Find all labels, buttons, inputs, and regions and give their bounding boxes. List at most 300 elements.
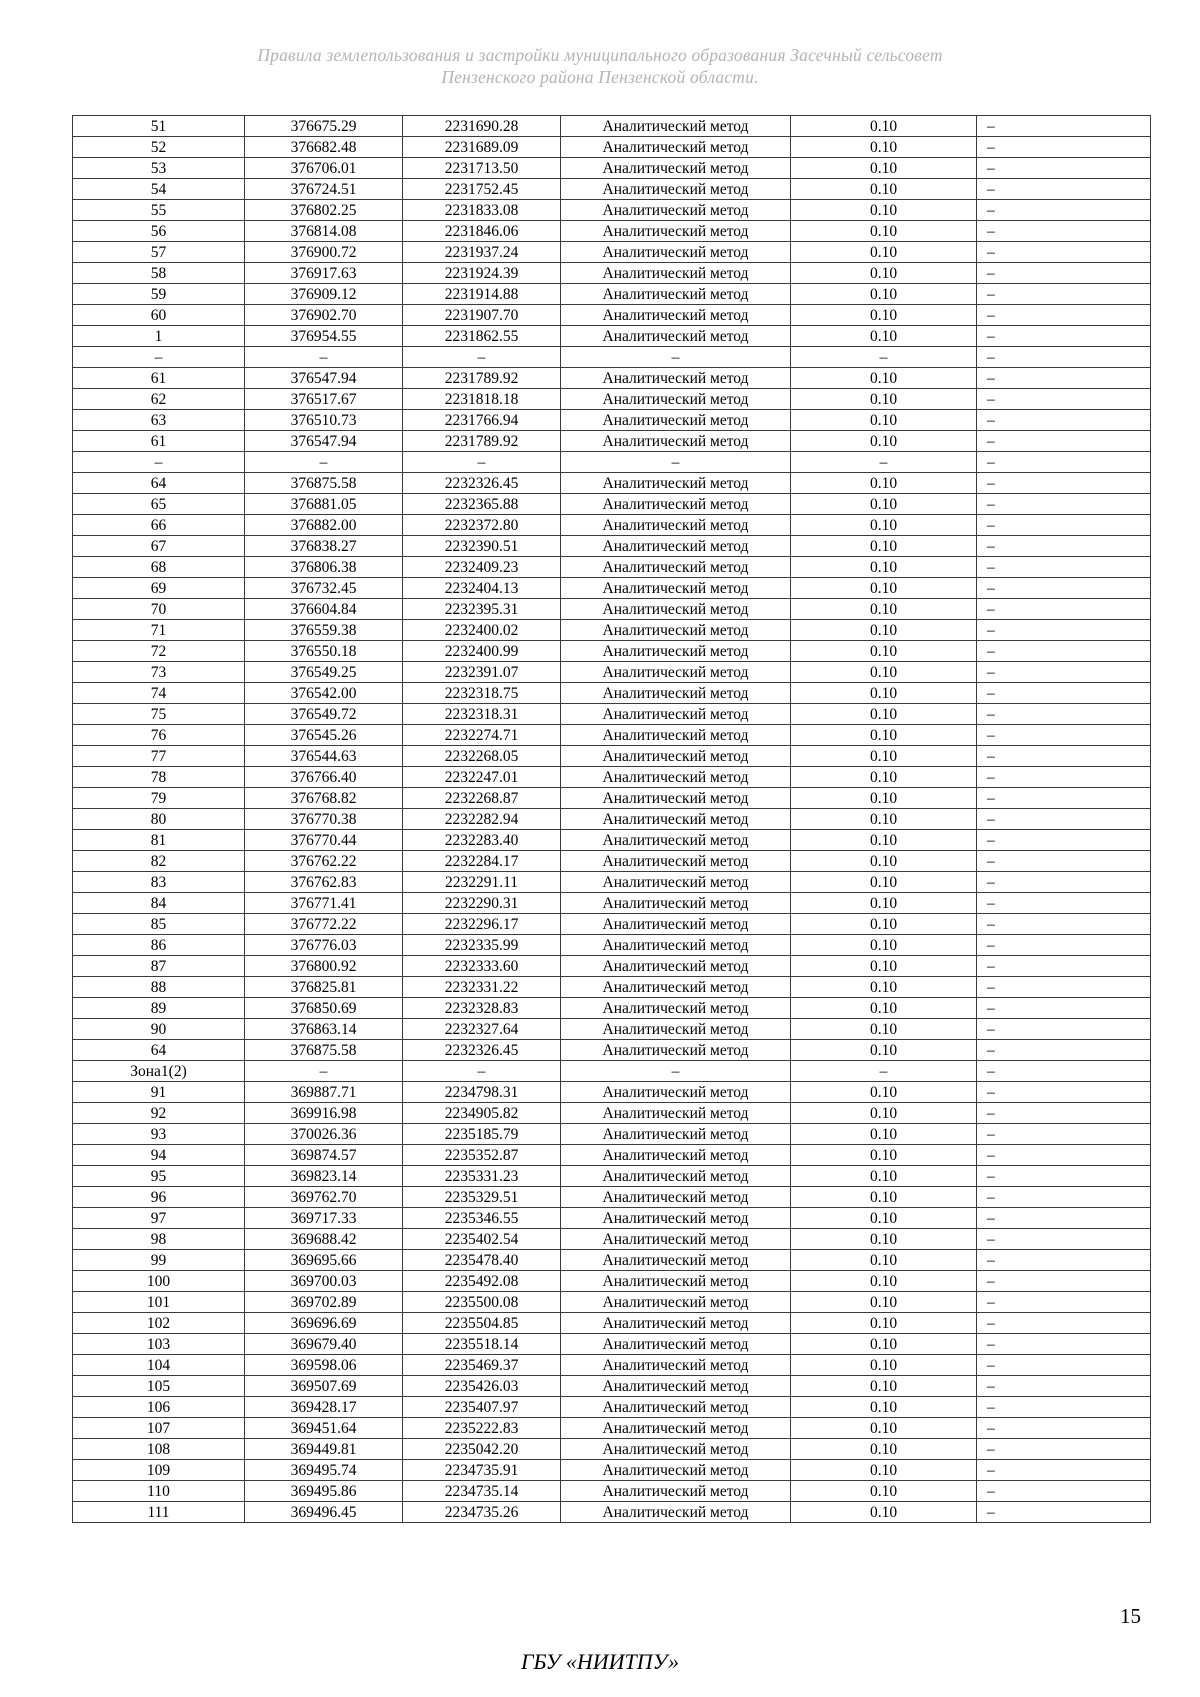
cell-method: Аналитический метод — [561, 767, 791, 788]
cell-accuracy: 0.10 — [791, 956, 977, 977]
cell-y-coordinate: 2235504.85 — [403, 1313, 561, 1334]
cell-method: Аналитический метод — [561, 725, 791, 746]
table-row — [73, 893, 1151, 914]
cell-accuracy: 0.10 — [791, 767, 977, 788]
cell-y-coordinate: 2235518.14 — [403, 1334, 561, 1355]
cell-method: Аналитический метод — [561, 389, 791, 410]
table-row — [73, 1481, 1151, 1502]
cell-accuracy: 0.10 — [791, 1166, 977, 1187]
cell-accuracy: 0.10 — [791, 935, 977, 956]
cell-note: – — [977, 326, 1151, 347]
cell-method: Аналитический метод — [561, 494, 791, 515]
table-row — [73, 158, 1151, 179]
cell-method: Аналитический метод — [561, 914, 791, 935]
cell-accuracy: 0.10 — [791, 1229, 977, 1250]
cell-accuracy: 0.10 — [791, 1313, 977, 1334]
cell-method: Аналитический метод — [561, 1439, 791, 1460]
cell-y-coordinate: 2232395.31 — [403, 599, 561, 620]
cell-y-coordinate: 2232328.83 — [403, 998, 561, 1019]
table-row — [73, 431, 1151, 452]
cell-note: – — [977, 452, 1151, 473]
cell-method: Аналитический метод — [561, 1313, 791, 1334]
cell-x-coordinate: 376547.94 — [245, 368, 403, 389]
table-row — [73, 137, 1151, 158]
cell-note: – — [977, 1397, 1151, 1418]
cell-note: – — [977, 515, 1151, 536]
table-row — [73, 494, 1151, 515]
cell-method: Аналитический метод — [561, 998, 791, 1019]
table-row — [73, 1124, 1151, 1145]
cell-method: Аналитический метод — [561, 935, 791, 956]
cell-y-coordinate: 2231846.06 — [403, 221, 561, 242]
cell-accuracy: 0.10 — [791, 158, 977, 179]
table-row — [73, 620, 1151, 641]
cell-point-number: 105 — [73, 1376, 245, 1397]
table-row — [73, 914, 1151, 935]
cell-x-coordinate: 376768.82 — [245, 788, 403, 809]
cell-x-coordinate: 376549.25 — [245, 662, 403, 683]
cell-y-coordinate: 2231924.39 — [403, 263, 561, 284]
cell-method: – — [561, 1061, 791, 1082]
cell-accuracy: 0.10 — [791, 1187, 977, 1208]
cell-method: Аналитический метод — [561, 1124, 791, 1145]
table-row — [73, 830, 1151, 851]
cell-note: – — [977, 683, 1151, 704]
cell-x-coordinate: 376762.83 — [245, 872, 403, 893]
cell-note: – — [977, 473, 1151, 494]
cell-y-coordinate: 2232331.22 — [403, 977, 561, 998]
cell-x-coordinate: 376825.81 — [245, 977, 403, 998]
table-row — [73, 515, 1151, 536]
cell-x-coordinate: 376802.25 — [245, 200, 403, 221]
cell-note: – — [977, 662, 1151, 683]
cell-x-coordinate: – — [245, 347, 403, 368]
cell-accuracy: 0.10 — [791, 1376, 977, 1397]
cell-y-coordinate: 2232391.07 — [403, 662, 561, 683]
cell-point-number: 99 — [73, 1250, 245, 1271]
cell-note: – — [977, 116, 1151, 137]
cell-method: Аналитический метод — [561, 1082, 791, 1103]
cell-y-coordinate: 2234735.91 — [403, 1460, 561, 1481]
cell-accuracy: 0.10 — [791, 641, 977, 662]
cell-x-coordinate: 369495.74 — [245, 1460, 403, 1481]
header-line-1: Правила землепользования и застройки муниципального образования Засечный сельсовет — [257, 45, 943, 65]
table-row — [73, 599, 1151, 620]
cell-x-coordinate: 376770.44 — [245, 830, 403, 851]
cell-x-coordinate: 376771.41 — [245, 893, 403, 914]
cell-accuracy: 0.10 — [791, 1145, 977, 1166]
cell-x-coordinate: 376762.22 — [245, 851, 403, 872]
cell-accuracy: 0.10 — [791, 893, 977, 914]
cell-x-coordinate: 369679.40 — [245, 1334, 403, 1355]
cell-method: Аналитический метод — [561, 641, 791, 662]
header-line-2: Пензенского района Пензенской области. — [441, 67, 759, 87]
cell-y-coordinate: 2232400.02 — [403, 620, 561, 641]
cell-x-coordinate: 369700.03 — [245, 1271, 403, 1292]
cell-method: Аналитический метод — [561, 326, 791, 347]
cell-y-coordinate: 2232390.51 — [403, 536, 561, 557]
cell-note: – — [977, 578, 1151, 599]
table-row — [73, 305, 1151, 326]
table-row — [73, 1418, 1151, 1439]
cell-point-number: 51 — [73, 116, 245, 137]
cell-y-coordinate: 2232318.75 — [403, 683, 561, 704]
cell-y-coordinate: 2232409.23 — [403, 557, 561, 578]
cell-method: Аналитический метод — [561, 200, 791, 221]
cell-x-coordinate: 369916.98 — [245, 1103, 403, 1124]
cell-x-coordinate: 376766.40 — [245, 767, 403, 788]
cell-method: Аналитический метод — [561, 956, 791, 977]
cell-method: Аналитический метод — [561, 116, 791, 137]
cell-x-coordinate: 376909.12 — [245, 284, 403, 305]
cell-method: Аналитический метод — [561, 473, 791, 494]
cell-y-coordinate: 2231789.92 — [403, 431, 561, 452]
cell-method: Аналитический метод — [561, 1418, 791, 1439]
cell-x-coordinate: 376875.58 — [245, 473, 403, 494]
cell-accuracy: 0.10 — [791, 200, 977, 221]
cell-note: – — [977, 767, 1151, 788]
table-row — [73, 179, 1151, 200]
cell-point-number: 1 — [73, 326, 245, 347]
cell-x-coordinate: 369823.14 — [245, 1166, 403, 1187]
cell-note: – — [977, 1481, 1151, 1502]
cell-accuracy: 0.10 — [791, 221, 977, 242]
cell-method: Аналитический метод — [561, 788, 791, 809]
cell-x-coordinate: 376604.84 — [245, 599, 403, 620]
cell-accuracy: 0.10 — [791, 410, 977, 431]
cell-method: Аналитический метод — [561, 809, 791, 830]
cell-note: – — [977, 242, 1151, 263]
cell-method: Аналитический метод — [561, 1208, 791, 1229]
cell-y-coordinate: 2235500.08 — [403, 1292, 561, 1313]
cell-point-number: 86 — [73, 935, 245, 956]
cell-method: Аналитический метод — [561, 1103, 791, 1124]
cell-y-coordinate: 2235042.20 — [403, 1439, 561, 1460]
cell-method: Аналитический метод — [561, 662, 791, 683]
cell-y-coordinate: 2231833.08 — [403, 200, 561, 221]
cell-y-coordinate: 2232318.31 — [403, 704, 561, 725]
cell-point-number: 108 — [73, 1439, 245, 1460]
cell-y-coordinate: 2232335.99 — [403, 935, 561, 956]
cell-y-coordinate: 2232290.31 — [403, 893, 561, 914]
cell-accuracy: 0.10 — [791, 1103, 977, 1124]
cell-point-number: 109 — [73, 1460, 245, 1481]
cell-accuracy: 0.10 — [791, 389, 977, 410]
cell-point-number: 72 — [73, 641, 245, 662]
cell-note: – — [977, 1271, 1151, 1292]
cell-method: Аналитический метод — [561, 1481, 791, 1502]
cell-method: Аналитический метод — [561, 1271, 791, 1292]
cell-y-coordinate: 2232283.40 — [403, 830, 561, 851]
cell-method: Аналитический метод — [561, 137, 791, 158]
cell-accuracy: 0.10 — [791, 1334, 977, 1355]
cell-accuracy: 0.10 — [791, 998, 977, 1019]
cell-note: – — [977, 641, 1151, 662]
cell-x-coordinate: 369717.33 — [245, 1208, 403, 1229]
cell-note: – — [977, 1460, 1151, 1481]
cell-point-number: 93 — [73, 1124, 245, 1145]
cell-x-coordinate: 369696.69 — [245, 1313, 403, 1334]
coordinates-table — [72, 115, 1151, 1523]
table-row — [73, 725, 1151, 746]
cell-accuracy: – — [791, 452, 977, 473]
cell-x-coordinate: 369688.42 — [245, 1229, 403, 1250]
cell-y-coordinate: – — [403, 347, 561, 368]
cell-accuracy: 0.10 — [791, 1208, 977, 1229]
cell-point-number: 94 — [73, 1145, 245, 1166]
cell-x-coordinate: 369874.57 — [245, 1145, 403, 1166]
cell-y-coordinate: 2234735.14 — [403, 1481, 561, 1502]
cell-accuracy: 0.10 — [791, 914, 977, 935]
cell-point-number: 81 — [73, 830, 245, 851]
cell-method: Аналитический метод — [561, 683, 791, 704]
cell-x-coordinate: 376850.69 — [245, 998, 403, 1019]
cell-accuracy: 0.10 — [791, 242, 977, 263]
cell-y-coordinate: 2234735.26 — [403, 1502, 561, 1523]
table-row — [73, 1376, 1151, 1397]
cell-note: – — [977, 1292, 1151, 1313]
cell-accuracy: 0.10 — [791, 1271, 977, 1292]
table-row — [73, 1061, 1151, 1082]
cell-y-coordinate: 2232274.71 — [403, 725, 561, 746]
cell-point-number: 69 — [73, 578, 245, 599]
table-row — [73, 1397, 1151, 1418]
table-row — [73, 557, 1151, 578]
cell-note: – — [977, 998, 1151, 1019]
cell-accuracy: 0.10 — [791, 809, 977, 830]
cell-method: Аналитический метод — [561, 536, 791, 557]
cell-y-coordinate: 2235478.40 — [403, 1250, 561, 1271]
table-row — [73, 704, 1151, 725]
cell-method: Аналитический метод — [561, 1502, 791, 1523]
cell-y-coordinate: 2231862.55 — [403, 326, 561, 347]
cell-note: – — [977, 1124, 1151, 1145]
cell-x-coordinate: 376675.29 — [245, 116, 403, 137]
cell-method: Аналитический метод — [561, 410, 791, 431]
cell-note: – — [977, 1229, 1151, 1250]
cell-accuracy: 0.10 — [791, 557, 977, 578]
cell-point-number: 84 — [73, 893, 245, 914]
cell-note: – — [977, 809, 1151, 830]
cell-point-number: 106 — [73, 1397, 245, 1418]
cell-accuracy: 0.10 — [791, 536, 977, 557]
page-header — [190, 44, 1010, 88]
cell-note: – — [977, 1019, 1151, 1040]
cell-x-coordinate: 376917.63 — [245, 263, 403, 284]
cell-note: – — [977, 1061, 1151, 1082]
cell-x-coordinate: 376875.58 — [245, 1040, 403, 1061]
cell-method: Аналитический метод — [561, 305, 791, 326]
table-row — [73, 1082, 1151, 1103]
cell-note: – — [977, 1334, 1151, 1355]
cell-point-number: 89 — [73, 998, 245, 1019]
cell-accuracy: 0.10 — [791, 284, 977, 305]
cell-y-coordinate: 2232268.05 — [403, 746, 561, 767]
cell-method: Аналитический метод — [561, 620, 791, 641]
cell-note: – — [977, 389, 1151, 410]
cell-point-number: 92 — [73, 1103, 245, 1124]
cell-method: Аналитический метод — [561, 1250, 791, 1271]
cell-accuracy: 0.10 — [791, 599, 977, 620]
cell-note: – — [977, 557, 1151, 578]
cell-note: – — [977, 137, 1151, 158]
cell-accuracy: 0.10 — [791, 1460, 977, 1481]
cell-method: Аналитический метод — [561, 1187, 791, 1208]
cell-note: – — [977, 956, 1151, 977]
cell-method: Аналитический метод — [561, 893, 791, 914]
table-row — [73, 221, 1151, 242]
table-row — [73, 683, 1151, 704]
table-row — [73, 1439, 1151, 1460]
cell-method: Аналитический метод — [561, 158, 791, 179]
cell-note: – — [977, 704, 1151, 725]
cell-y-coordinate: 2232404.13 — [403, 578, 561, 599]
cell-method: Аналитический метод — [561, 284, 791, 305]
cell-y-coordinate: 2235426.03 — [403, 1376, 561, 1397]
table-row — [73, 1334, 1151, 1355]
table-row — [73, 662, 1151, 683]
cell-y-coordinate: 2235407.97 — [403, 1397, 561, 1418]
cell-point-number: 83 — [73, 872, 245, 893]
cell-point-number: 79 — [73, 788, 245, 809]
cell-note: – — [977, 1250, 1151, 1271]
table-row — [73, 578, 1151, 599]
cell-y-coordinate: 2235222.83 — [403, 1418, 561, 1439]
cell-note: – — [977, 977, 1151, 998]
cell-method: Аналитический метод — [561, 1460, 791, 1481]
cell-point-number: 88 — [73, 977, 245, 998]
cell-note: – — [977, 851, 1151, 872]
cell-point-number: 54 — [73, 179, 245, 200]
cell-note: – — [977, 1502, 1151, 1523]
cell-note: – — [977, 263, 1151, 284]
cell-method: Аналитический метод — [561, 242, 791, 263]
cell-accuracy: 0.10 — [791, 725, 977, 746]
cell-x-coordinate: 376838.27 — [245, 536, 403, 557]
cell-accuracy: 0.10 — [791, 662, 977, 683]
cell-method: Аналитический метод — [561, 746, 791, 767]
cell-point-number: 111 — [73, 1502, 245, 1523]
cell-y-coordinate: 2235352.87 — [403, 1145, 561, 1166]
cell-accuracy: 0.10 — [791, 1481, 977, 1502]
cell-method: Аналитический метод — [561, 599, 791, 620]
cell-y-coordinate: 2231752.45 — [403, 179, 561, 200]
table-row — [73, 1460, 1151, 1481]
cell-method: Аналитический метод — [561, 851, 791, 872]
cell-point-number: 107 — [73, 1418, 245, 1439]
cell-point-number: 68 — [73, 557, 245, 578]
cell-y-coordinate: 2231766.94 — [403, 410, 561, 431]
cell-point-number: 61 — [73, 431, 245, 452]
cell-accuracy: 0.10 — [791, 1397, 977, 1418]
cell-point-number: 100 — [73, 1271, 245, 1292]
cell-method: Аналитический метод — [561, 1229, 791, 1250]
table-row — [73, 788, 1151, 809]
cell-y-coordinate: 2231689.09 — [403, 137, 561, 158]
cell-note: – — [977, 830, 1151, 851]
cell-method: Аналитический метод — [561, 557, 791, 578]
cell-accuracy: 0.10 — [791, 515, 977, 536]
cell-method: Аналитический метод — [561, 1166, 791, 1187]
cell-y-coordinate: 2232400.99 — [403, 641, 561, 662]
cell-accuracy: 0.10 — [791, 326, 977, 347]
cell-note: – — [977, 1082, 1151, 1103]
cell-method: Аналитический метод — [561, 1355, 791, 1376]
cell-method: Аналитический метод — [561, 263, 791, 284]
table-row — [73, 326, 1151, 347]
cell-y-coordinate: 2234905.82 — [403, 1103, 561, 1124]
table-row — [73, 977, 1151, 998]
cell-method: Аналитический метод — [561, 1040, 791, 1061]
cell-note: – — [977, 914, 1151, 935]
cell-point-number: 70 — [73, 599, 245, 620]
cell-point-number: 98 — [73, 1229, 245, 1250]
cell-accuracy: 0.10 — [791, 1040, 977, 1061]
cell-y-coordinate: 2235492.08 — [403, 1271, 561, 1292]
cell-point-number: 80 — [73, 809, 245, 830]
table-row — [73, 1502, 1151, 1523]
cell-method: Аналитический метод — [561, 1292, 791, 1313]
cell-y-coordinate: 2232296.17 — [403, 914, 561, 935]
cell-point-number: 53 — [73, 158, 245, 179]
cell-method: Аналитический метод — [561, 872, 791, 893]
cell-x-coordinate: 376510.73 — [245, 410, 403, 431]
cell-x-coordinate: 376863.14 — [245, 1019, 403, 1040]
cell-accuracy: 0.10 — [791, 1439, 977, 1460]
cell-x-coordinate: 376882.00 — [245, 515, 403, 536]
cell-note: – — [977, 221, 1151, 242]
cell-y-coordinate: 2235331.23 — [403, 1166, 561, 1187]
cell-x-coordinate: 376800.92 — [245, 956, 403, 977]
cell-point-number: – — [73, 347, 245, 368]
cell-point-number: 87 — [73, 956, 245, 977]
cell-method: Аналитический метод — [561, 221, 791, 242]
cell-accuracy: 0.10 — [791, 620, 977, 641]
cell-point-number: 85 — [73, 914, 245, 935]
table-row — [73, 935, 1151, 956]
cell-y-coordinate: 2232284.17 — [403, 851, 561, 872]
cell-point-number: 57 — [73, 242, 245, 263]
cell-accuracy: 0.10 — [791, 704, 977, 725]
cell-method: – — [561, 452, 791, 473]
cell-point-number: 102 — [73, 1313, 245, 1334]
cell-x-coordinate: 369451.64 — [245, 1418, 403, 1439]
cell-point-number: 82 — [73, 851, 245, 872]
cell-x-coordinate: 376772.22 — [245, 914, 403, 935]
cell-note: – — [977, 200, 1151, 221]
cell-note: – — [977, 158, 1151, 179]
cell-method: Аналитический метод — [561, 578, 791, 599]
cell-method: Аналитический метод — [561, 704, 791, 725]
cell-accuracy: 0.10 — [791, 788, 977, 809]
cell-x-coordinate: 369695.66 — [245, 1250, 403, 1271]
cell-point-number: 78 — [73, 767, 245, 788]
cell-x-coordinate: 376770.38 — [245, 809, 403, 830]
cell-method: Аналитический метод — [561, 368, 791, 389]
table-row — [73, 1292, 1151, 1313]
table-row — [73, 851, 1151, 872]
cell-x-coordinate: 376559.38 — [245, 620, 403, 641]
table-row — [73, 1313, 1151, 1334]
cell-accuracy: 0.10 — [791, 851, 977, 872]
cell-y-coordinate: 2232268.87 — [403, 788, 561, 809]
cell-point-number: Зона1(2) — [73, 1061, 245, 1082]
cell-y-coordinate: 2232365.88 — [403, 494, 561, 515]
cell-note: – — [977, 1208, 1151, 1229]
cell-accuracy: 0.10 — [791, 1250, 977, 1271]
cell-note: – — [977, 536, 1151, 557]
cell-accuracy: 0.10 — [791, 179, 977, 200]
